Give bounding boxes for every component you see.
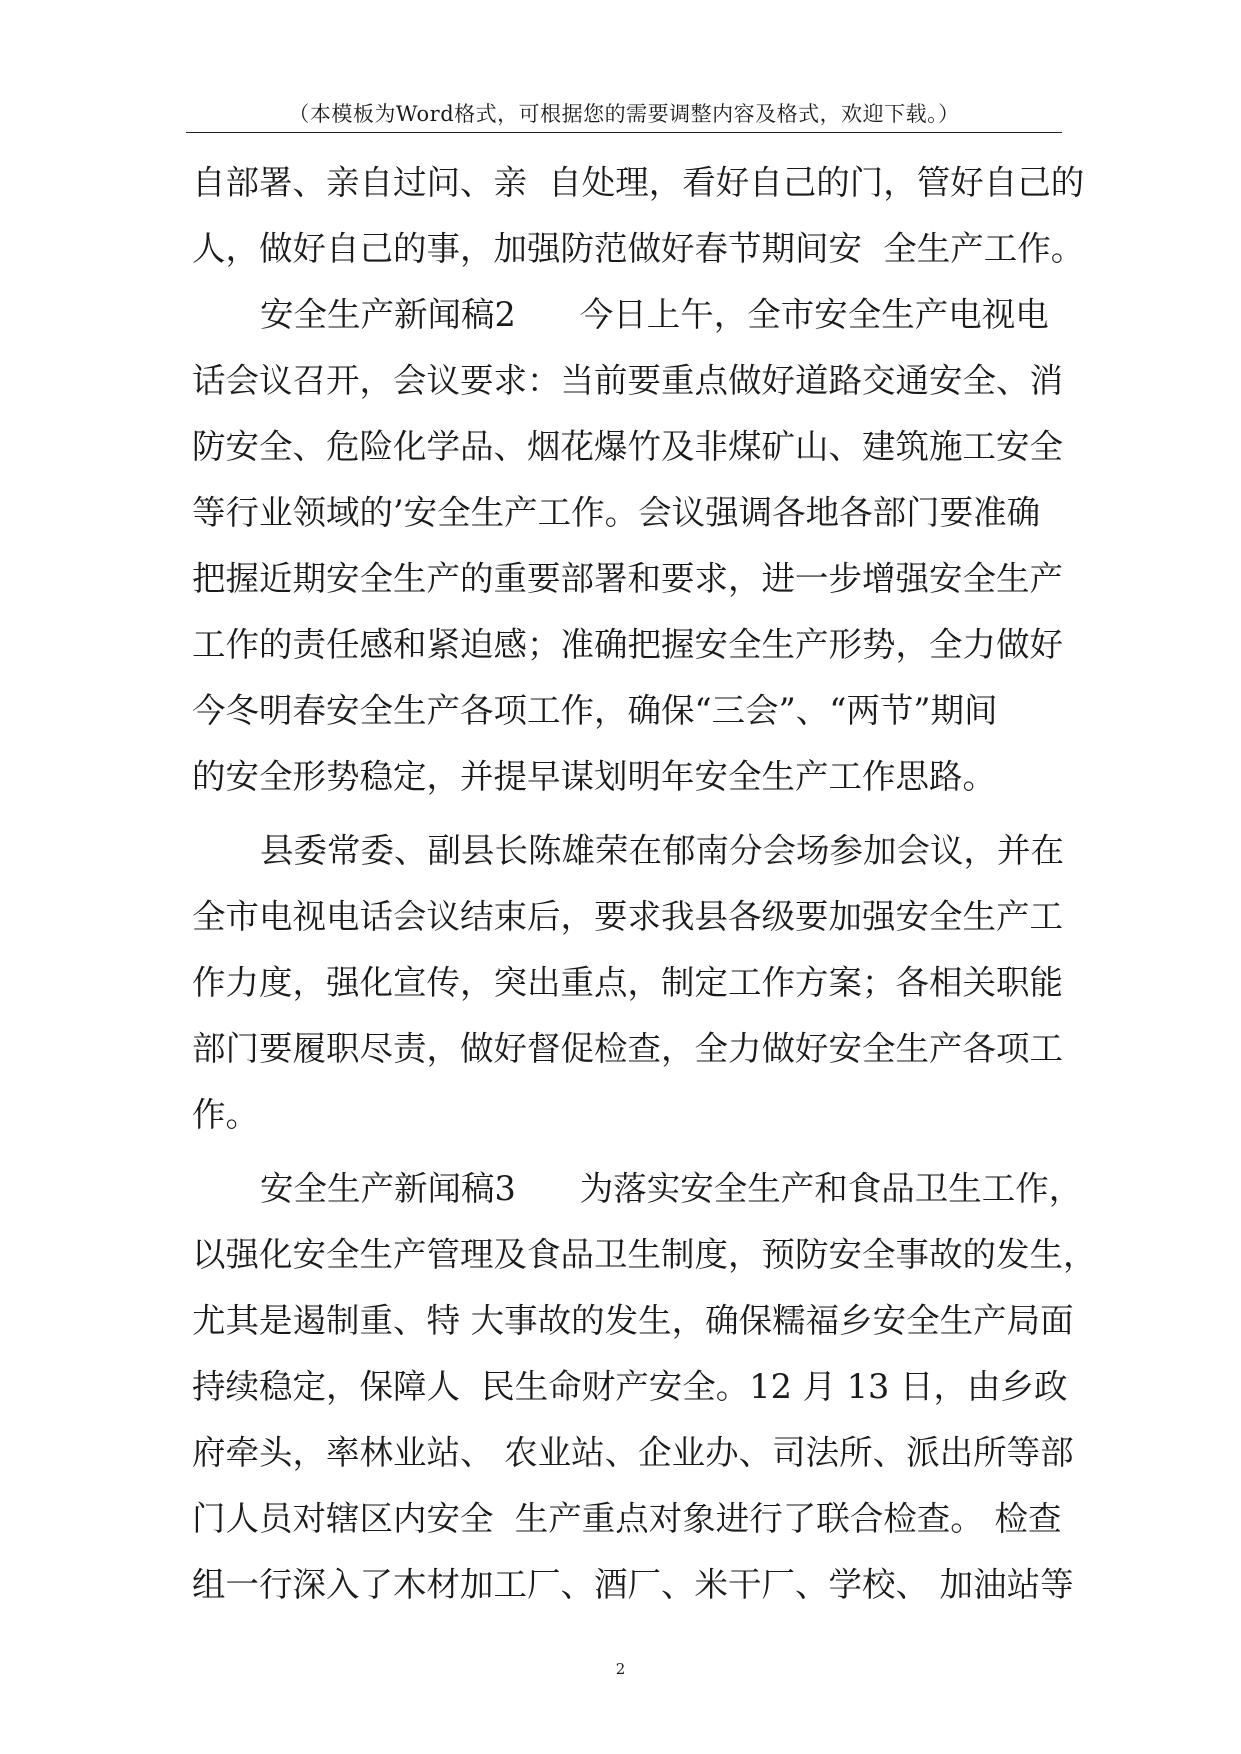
- text-line: 把握近期安全生产的重要部署和要求，进一步增强安全生产: [192, 559, 1063, 598]
- text-line: 府牵头，率林业站、 农业站、企业办、司法所、派出所等部: [192, 1433, 1074, 1472]
- text-line: 话会议召开，会议要求：当前要重点做好道路交通安全、消: [192, 361, 1063, 400]
- text-line: 全市电视电话会议结束后，要求我县各级要加强安全生产工: [192, 897, 1063, 936]
- text-line: 部门要履职尽责，做好督促检查，全力做好安全生产各项工: [192, 1029, 1063, 1068]
- header-divider: [186, 132, 1062, 133]
- text-line: 组一行深入了木材加工厂、酒厂、米干厂、学校、 加油站等: [192, 1565, 1074, 1604]
- text-line: 县委常委、副县长陈雄荣在郁南分会场参加会议，并在: [260, 831, 1064, 870]
- text-line: 持续稳定，保障人 民生命财产安全。12 月 13 日，由乡政: [192, 1367, 1068, 1406]
- text-line: 安全生产新闻稿2 今日上午，全市安全生产电视电: [260, 295, 1049, 334]
- text-line: 安全生产新闻稿3 为落实安全生产和食品卫生工作，: [260, 1169, 1083, 1208]
- text-line: 作。: [192, 1095, 259, 1134]
- text-line: 工作的责任感和紧迫感；准确把握安全生产形势，全力做好: [192, 625, 1063, 664]
- header-note: （本模板为Word格式，可根据您的需要调整内容及格式，欢迎下载。）: [288, 102, 960, 126]
- text-line: 人，做好自己的事，加强防范做好春节期间安 全生产工作。: [192, 229, 1085, 268]
- text-line: 防安全、危险化学品、烟花爆竹及非煤矿山、建筑施工安全: [192, 427, 1063, 466]
- text-line: 今冬明春安全生产各项工作，确保“三会”、“两节”期间: [192, 691, 998, 730]
- text-line: 以强化安全生产管理及食品卫生制度，预防安全事故的发生，: [192, 1235, 1097, 1274]
- text-line: 作力度，强化宣传，突出重点，制定工作方案；各相关职能: [192, 963, 1063, 1002]
- text-line: 自部署、亲自过问、亲 自处理，看好自己的门，管好自己的: [192, 163, 1085, 202]
- text-line: 的安全形势稳定，并提早谋划明年安全生产工作思路。: [192, 757, 996, 796]
- document-body: [192, 150, 1097, 1618]
- text-line: 门人员对辖区内安全 生产重点对象进行了联合检查。 检查: [192, 1499, 1062, 1538]
- page-number: 2: [615, 1660, 626, 1678]
- text-line: 等行业领域的’安全生产工作。会议强调各地各部门要准确: [192, 493, 1041, 532]
- text-line: 尤其是遏制重、特 大事故的发生，确保糯福乡安全生产局面: [192, 1301, 1074, 1340]
